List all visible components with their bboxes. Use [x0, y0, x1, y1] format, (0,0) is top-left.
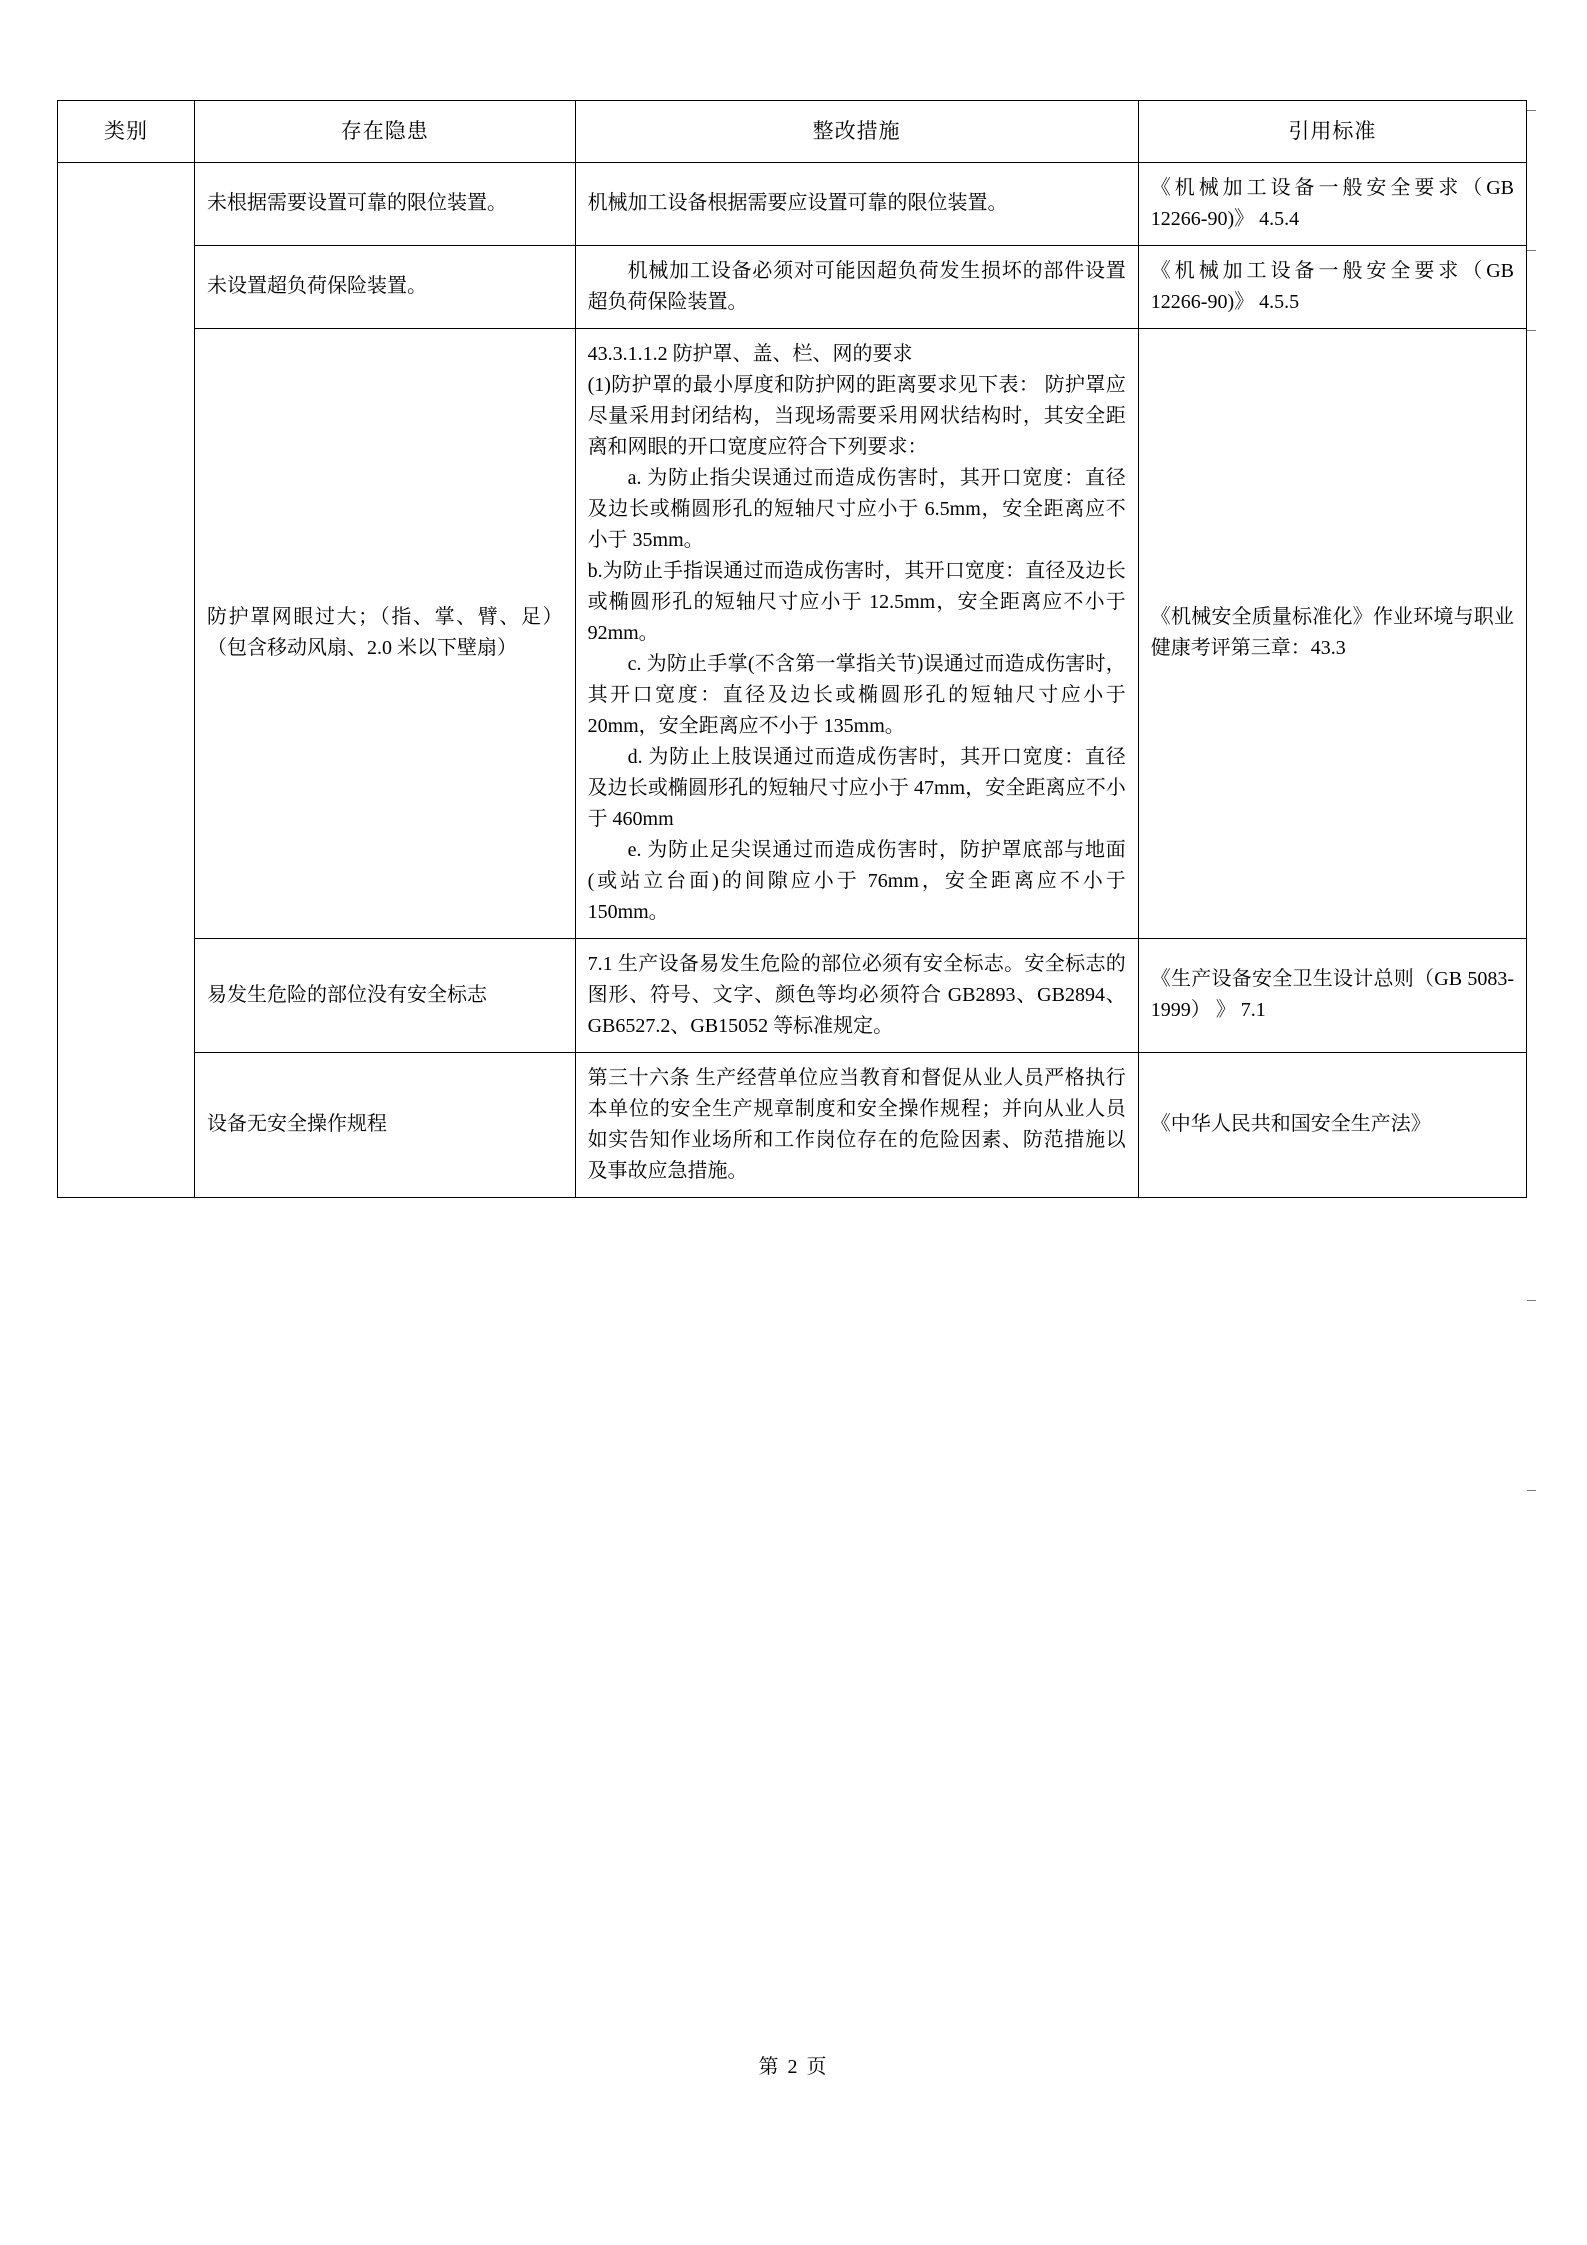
hazard-cell: 设备无安全操作规程 [195, 1052, 576, 1197]
header-hazard: 存在隐患 [195, 101, 576, 163]
header-standard: 引用标准 [1138, 101, 1526, 163]
standard-cell: 《中华人民共和国安全生产法》 [1138, 1052, 1526, 1197]
table-row [58, 162, 1527, 245]
measure-paragraph: a. 为防止指尖误通过而造成伤害时，其开口宽度：直径及边长或椭圆形孔的短轴尺寸应小于 6.5mm，安全距离应不小于 35mm。 [587, 466, 1126, 551]
margin-tick [1527, 1490, 1536, 1491]
standard-cell: 《机械加工设备一般安全要求（GB 12266-90)》 4.5.5 [1138, 245, 1526, 328]
table-row [58, 328, 1527, 938]
measure-cell: 第三十六条 生产经营单位应当教育和督促从业人员严格执行本单位的安全生产规章制度和安全操作规程；并向从业人员如实告知作业场所和工作岗位存在的危险因素、防范措施以及事故应急措施。 [575, 1052, 1138, 1197]
hazard-cell: 易发生危险的部位没有安全标志 [195, 938, 576, 1052]
measure-paragraph: b.为防止手指误通过而造成伤害时，其开口宽度：直径及边长或椭圆形孔的短轴尺寸应小于 12.5mm，安全距离应不小于 92mm。 [587, 559, 1126, 644]
margin-tick [1527, 250, 1536, 251]
margin-tick [1527, 330, 1536, 331]
measure-cell [575, 328, 1138, 938]
margin-tick [1527, 1300, 1536, 1301]
header-category: 类别 [58, 101, 195, 163]
table-row [58, 938, 1527, 1052]
standard-cell: 《机械安全质量标准化》作业环境与职业健康考评第三章：43.3 [1138, 328, 1526, 938]
measure-paragraph: 43.3.1.1.2 防护罩、盖、栏、网的要求 [587, 342, 913, 365]
standard-cell: 《生产设备安全卫生设计总则（GB 5083-1999） 》 7.1 [1138, 938, 1526, 1052]
measure-cell: 7.1 生产设备易发生危险的部位必须有安全标志。安全标志的图形、符号、文字、颜色等均必须符合 GB2893、GB2894、GB6527.2、GB15052 等标准规定。 [575, 938, 1138, 1052]
hazard-cell: 防护罩网眼过大；（指、掌、臂、足）（包含移动风扇、2.0 米以下壁扇） [195, 328, 576, 938]
margin-tick [1527, 110, 1536, 111]
hazard-cell: 未根据需要设置可靠的限位装置。 [195, 162, 576, 245]
category-cell [58, 162, 195, 1197]
table-row [58, 245, 1527, 328]
measure-paragraph: (1)防护罩的最小厚度和防护网的距离要求见下表： 防护罩应尽量采用封闭结构，当现场需要采用网状结构时，其安全距离和网眼的开口宽度应符合下列要求： [587, 373, 1126, 458]
measure-paragraph: c. 为防止手掌(不含第一掌指关节)误通过而造成伤害时，其开口宽度：直径及边长或椭圆形孔的短轴尺寸应小于 20mm，安全距离应不小于 135mm。 [587, 652, 1126, 737]
hazard-cell: 未设置超负荷保险装置。 [195, 245, 576, 328]
page-footer: 第 2 页 [758, 2056, 829, 2078]
table-row [58, 1052, 1527, 1197]
table-header-row [58, 101, 1527, 163]
measure-cell: 机械加工设备根据需要应设置可靠的限位装置。 [575, 162, 1138, 245]
measure-cell: 机械加工设备必须对可能因超负荷发生损坏的部件设置超负荷保险装置。 [575, 245, 1138, 328]
measure-paragraph: e. 为防止足尖误通过而造成伤害时，防护罩底部与地面(或站立台面)的间隙应小于 76mm，安全距离应不小于 150mm。 [587, 838, 1126, 923]
measure-paragraph: d. 为防止上肢误通过而造成伤害时，其开口宽度：直径及边长或椭圆形孔的短轴尺寸应小于 47mm，安全距离应不小于 460mm [587, 745, 1126, 830]
standard-cell: 《机械加工设备一般安全要求（GB 12266-90)》 4.5.4 [1138, 162, 1526, 245]
hazard-rectification-table [57, 100, 1527, 1198]
header-measure: 整改措施 [575, 101, 1138, 163]
